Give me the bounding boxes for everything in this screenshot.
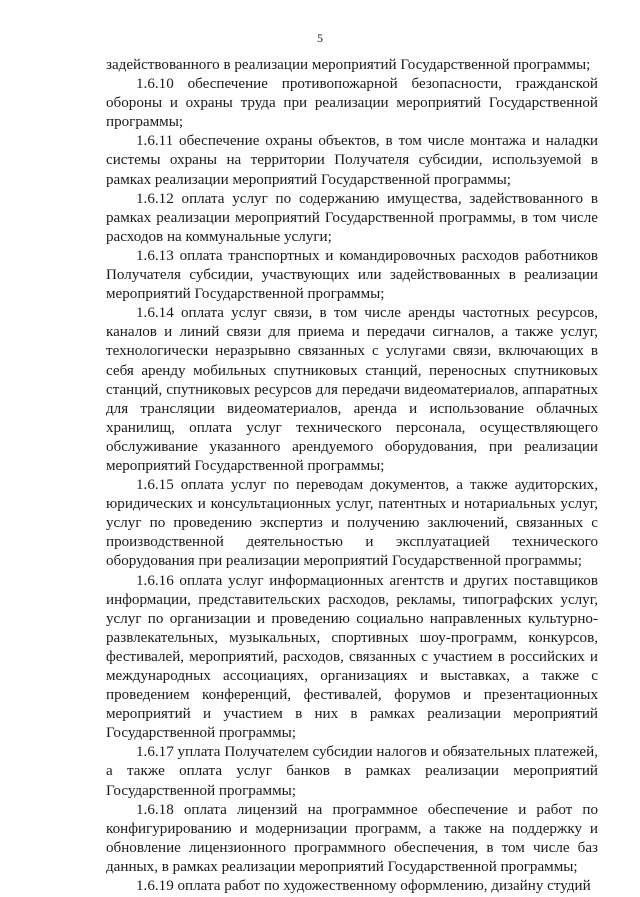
paragraph-1-6-15: 1.6.15 оплата услуг по переводам документов, а также аудиторских, юридических и консультационных услуг, патентных и нотариальных услуг, услуг по проведению экспертиз и получению заключений, связанных с производственной деятельностью и эксплуатацией технического оборудования при реализации мероприятий Государственной программы; — [106, 477, 598, 570]
paragraph-1-6-12: 1.6.12 оплата услуг по содержанию имущества, задействованного в рамках реализации мероприятий Государственной программы, в том числе расходов на коммунальные услуги; — [106, 190, 598, 245]
paragraph-continuation: задействованного в реализации мероприятий Государственной программы; — [106, 57, 591, 73]
paragraph-1-6-19: 1.6.19 оплата работ по художественному оформлению, дизайну студий — [136, 878, 591, 895]
paragraph-1-6-18: 1.6.18 оплата лицензий на программное обеспечение и работ по конфигурированию и модернизации программ, а также на поддержку и обновление лицензионного программного обеспечения, в том числе баз данных, в рамках реализации мероприятий Государственной программы; — [106, 801, 598, 875]
paragraph-1-6-17: 1.6.17 уплата Получателем субсидии налогов и обязательных платежей, а также оплата услуг банков в рамках реализации мероприятий Государственной программы; — [106, 744, 598, 799]
paragraph-1-6-13: 1.6.13 оплата транспортных и командировочных расходов работников Получателя субсидии, участвующих или задействованных в реализации мероприятий Государственной программы; — [106, 247, 598, 303]
paragraph-1-6-14: 1.6.14 оплата услуг связи, в том числе аренды частотных ресурсов, каналов и линий связи для приема и передачи сигналов, а также услуг, технологически неразрывно связанных с услугами связи, включающих в себя аренду мобильных спутниковых станций, переносных спутниковых станций, спутниковых ресурсов для передачи видеоматериалов, аппаратных для трансляции видеоматериалов, аренда и использование облачных хранилищ, оплата услуг технического персонала, осуществляющего обслуживание указанного арендуемого оборудования, при реализации мероприятий Государственной программы; — [106, 305, 598, 474]
page-number: 5 — [317, 31, 323, 45]
paragraph-1-6-11: 1.6.11 обеспечение охраны объектов, в том числе монтажа и наладки системы охраны на территории Получателя субсидии, используемой в рамках реализации мероприятий Государственной программы; — [106, 133, 598, 188]
document-body — [106, 56, 598, 896]
paragraph-1-6-16: 1.6.16 оплата услуг информационных агентств и других поставщиков информации, представительских расходов, рекламы, типографских услуг, услуг по организации и проведению социально направленных культурно-развлекательных, музыкальных, спортивных шоу-программ, конкурсов, фестивалей, мероприятий, расходов, связанных с участием в российских и международных ассоциациях, организациях и выставках, а также с проведением конференций, фестивалей, форумов и презентационных мероприятий и участием в них в рамках реализации мероприятий Государственной программы; — [106, 572, 598, 742]
paragraph-1-6-10: 1.6.10 обеспечение противопожарной безопасности, гражданской обороны и охраны труда при реализации мероприятий Государственной программы; — [106, 76, 598, 131]
